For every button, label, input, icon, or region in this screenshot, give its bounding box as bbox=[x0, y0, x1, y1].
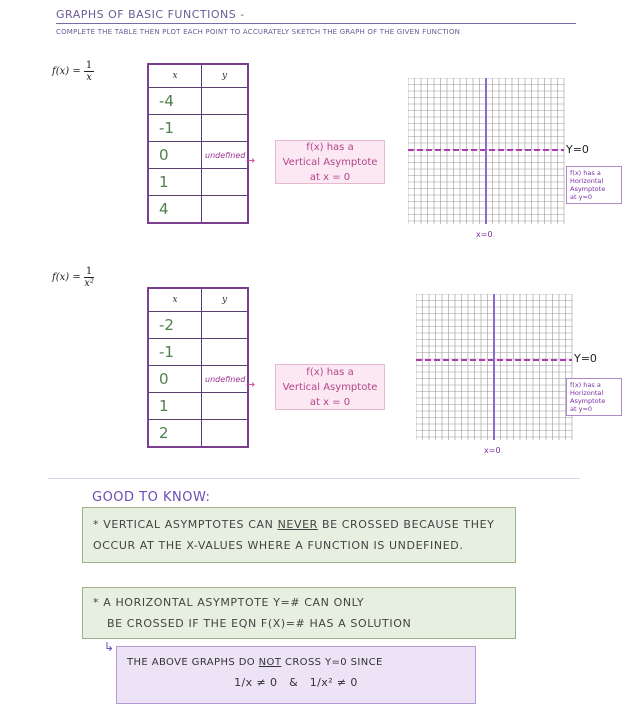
page-title: GRAPHS OF BASIC FUNCTIONS - bbox=[56, 8, 245, 21]
equation: 1/x ≠ 0 bbox=[234, 676, 278, 689]
x-cell: 0 bbox=[148, 142, 202, 169]
note-line: f(x) has a bbox=[570, 169, 601, 177]
column-header-y: y bbox=[202, 288, 249, 312]
star-icon: * bbox=[93, 596, 100, 609]
x-cell: 1 bbox=[148, 169, 202, 196]
horizontal-asymptote-note bbox=[566, 378, 622, 416]
fraction-denominator: x² bbox=[84, 278, 94, 289]
explanation-text: THE ABOVE GRAPHS DO bbox=[127, 657, 256, 668]
horizontal-asymptote-label: Y=0 bbox=[574, 352, 597, 365]
table-row bbox=[148, 366, 248, 393]
y-cell: undefined bbox=[202, 142, 249, 169]
fraction-numerator: 1 bbox=[85, 60, 93, 71]
table-row bbox=[148, 142, 248, 169]
curved-arrow-icon: ↳ bbox=[104, 640, 115, 654]
callout-line: at x = 0 bbox=[309, 396, 351, 408]
rule-text: BE CROSSED BECAUSE THEY OCCUR AT THE X-VALUES WHERE A FUNCTION IS UNDEFINED. bbox=[93, 518, 495, 552]
horizontal-asymptote-label: Y=0 bbox=[566, 143, 589, 156]
explanation-emphasis: NOT bbox=[258, 657, 282, 668]
function-prefix: f(x) = bbox=[52, 272, 81, 283]
callout-line: f(x) has a bbox=[306, 366, 354, 378]
y-cell bbox=[202, 339, 249, 366]
table-row bbox=[148, 339, 248, 366]
vertical-asymptote-rule-box bbox=[82, 507, 516, 563]
x-cell: 0 bbox=[148, 366, 202, 393]
y-cell bbox=[202, 115, 249, 142]
function-fraction bbox=[84, 266, 94, 289]
y-cell bbox=[202, 196, 249, 224]
horizontal-asymptote-note bbox=[566, 166, 622, 204]
vertical-asymptote-label: x=0 bbox=[476, 230, 493, 239]
function-label-2 bbox=[52, 266, 94, 289]
table-row bbox=[148, 115, 248, 142]
table-row bbox=[148, 312, 248, 339]
page-subtitle: COMPLETE THE TABLE THEN PLOT EACH POINT TO ACCURATELY SKETCH THE GRAPH OF THE GIVEN FUNCTION bbox=[56, 28, 461, 36]
table-row bbox=[148, 169, 248, 196]
table-header-row bbox=[148, 64, 248, 88]
explanation-box bbox=[116, 646, 476, 704]
x-cell: 4 bbox=[148, 196, 202, 224]
note-line: at y=0 bbox=[570, 193, 593, 201]
rule-text: VERTICAL ASYMPTOTES CAN bbox=[103, 518, 274, 531]
rule-text: A HORIZONTAL ASYMPTOTE Y=# CAN ONLY bbox=[103, 596, 365, 609]
good-to-know-heading: GOOD TO KNOW: bbox=[92, 490, 211, 505]
callout-line: Vertical Asymptote bbox=[282, 156, 378, 168]
function-label-1 bbox=[52, 60, 94, 83]
y-cell: undefined bbox=[202, 366, 249, 393]
y-cell bbox=[202, 88, 249, 115]
table-row bbox=[148, 393, 248, 420]
ampersand: & bbox=[289, 676, 299, 689]
x-cell: -1 bbox=[148, 115, 202, 142]
vertical-asymptote-label: x=0 bbox=[484, 446, 501, 455]
x-cell: -1 bbox=[148, 339, 202, 366]
x-cell: -4 bbox=[148, 88, 202, 115]
grid-svg bbox=[408, 78, 568, 226]
function-prefix: f(x) = bbox=[52, 66, 81, 77]
vertical-asymptote-callout-1 bbox=[275, 140, 385, 184]
star-icon: * bbox=[93, 518, 100, 531]
table-row bbox=[148, 420, 248, 448]
note-line: f(x) has a bbox=[570, 381, 601, 389]
y-cell bbox=[202, 393, 249, 420]
note-line: Horizontal bbox=[570, 177, 604, 185]
x-cell: 1 bbox=[148, 393, 202, 420]
note-line: at y=0 bbox=[570, 405, 593, 413]
table-row bbox=[148, 196, 248, 224]
table-header-row bbox=[148, 288, 248, 312]
y-cell bbox=[202, 169, 249, 196]
column-header-x: x bbox=[148, 64, 202, 88]
column-header-x: x bbox=[148, 288, 202, 312]
fraction-denominator: x bbox=[86, 72, 92, 83]
function-fraction bbox=[84, 60, 94, 83]
coordinate-grid-1 bbox=[408, 78, 568, 230]
note-line: Horizontal bbox=[570, 389, 604, 397]
rule-text: BE CROSSED IF THE EQN F(X)=# HAS A SOLUTION bbox=[107, 617, 412, 630]
callout-line: at x = 0 bbox=[309, 171, 351, 183]
horizontal-asymptote-rule-box bbox=[82, 587, 516, 639]
equation: 1/x² ≠ 0 bbox=[309, 676, 358, 689]
callout-line: f(x) has a bbox=[306, 141, 354, 153]
header-divider bbox=[56, 23, 576, 24]
x-cell: 2 bbox=[148, 420, 202, 448]
x-cell: -2 bbox=[148, 312, 202, 339]
arrow-icon: → bbox=[246, 154, 256, 167]
value-table-2 bbox=[147, 287, 249, 448]
column-header-y: y bbox=[202, 64, 249, 88]
rule-emphasis: NEVER bbox=[277, 518, 318, 531]
vertical-asymptote-callout-2 bbox=[275, 364, 385, 410]
y-cell bbox=[202, 420, 249, 448]
callout-line: Vertical Asymptote bbox=[282, 381, 378, 393]
value-table-1 bbox=[147, 63, 249, 224]
grid-svg bbox=[416, 294, 576, 442]
section-divider bbox=[48, 478, 580, 479]
arrow-icon: → bbox=[246, 378, 256, 391]
note-line: Asymptote bbox=[570, 185, 606, 193]
coordinate-grid-2 bbox=[416, 294, 576, 446]
y-cell bbox=[202, 312, 249, 339]
note-line: Asymptote bbox=[570, 397, 606, 405]
table-row bbox=[148, 88, 248, 115]
explanation-text: CROSS Y=0 SINCE bbox=[284, 657, 383, 668]
fraction-numerator: 1 bbox=[85, 266, 93, 277]
